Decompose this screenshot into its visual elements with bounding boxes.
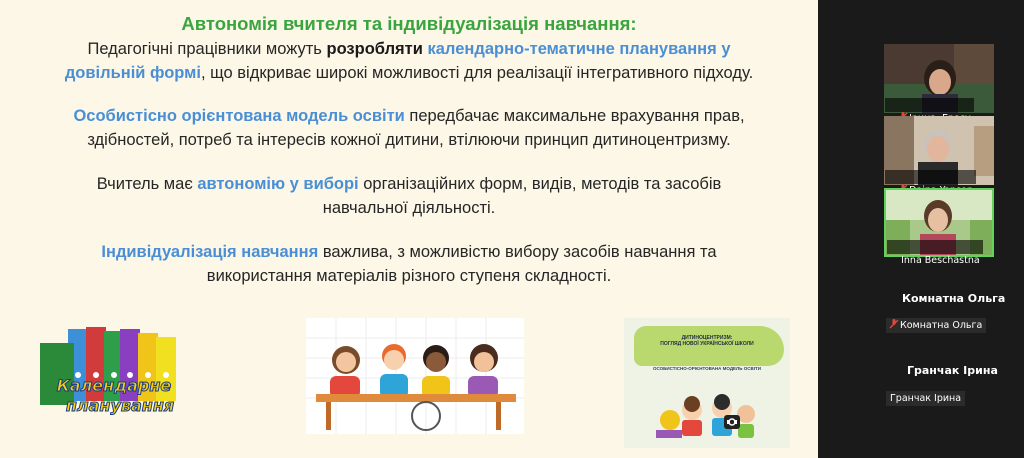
poster-heading-2: ПОГЛЯД НОВОЇ УКРАЇНСЬКОЇ ШКОЛИ	[660, 341, 754, 347]
mic-off-icon	[890, 319, 898, 329]
participant-name-chip	[886, 391, 965, 406]
participant-no-video-name[interactable]: Комнатна Ольга	[902, 292, 1006, 305]
paragraph-individualization	[0, 240, 818, 288]
poster-heading-1: ДИТИНОЦЕНТРИЗМ:	[681, 335, 733, 341]
text-bold: розробляти	[326, 40, 423, 58]
participant-tile-active[interactable]	[884, 188, 994, 266]
poster-image	[624, 318, 790, 448]
poster-heading	[632, 335, 782, 347]
slide-title: Автономія вчителя та індивідуалізація навчання:	[181, 13, 637, 34]
text: передбачає максимальне врахування прав,	[404, 107, 745, 125]
text-highlight: довільній формі	[64, 64, 201, 82]
participant-name-label	[885, 170, 976, 184]
text: використання матеріалів різного ступеня складності.	[206, 267, 612, 285]
participant-name-label	[887, 240, 983, 266]
poster-subtitle: ОСОБИСТІСНО-ОРІЄНТОВАНА МОДЕЛЬ ОСВІТИ	[653, 366, 761, 371]
text-highlight: автономію у виборі	[197, 175, 359, 193]
text: важлива, з можливістю вибору засобів навчання та	[318, 243, 717, 261]
text: Педагогічні працівники можуть	[87, 40, 327, 58]
participant-name: Inna Beschastna	[901, 255, 980, 266]
binders-image	[38, 327, 190, 423]
camera-icon	[724, 415, 740, 429]
text: організаційних форм, видів, методів та засобів	[358, 175, 722, 193]
text: , що відкриває широкі можливості для реалізації інтегративного підходу.	[200, 64, 754, 82]
text: навчальної діяльності.	[322, 199, 496, 217]
poster-kids-illustration	[652, 380, 764, 442]
participant-chip-name: Гранчак Ірина	[890, 393, 962, 404]
participant-tile[interactable]	[884, 44, 994, 113]
paragraph-planning	[0, 37, 818, 85]
participant-name-label	[885, 98, 974, 112]
participant-chip-name: Комнатна Ольга	[900, 320, 983, 331]
video-control-button[interactable]	[724, 415, 740, 429]
paragraph-autonomy	[0, 172, 818, 220]
text: здібностей, потреб та інтересів кожної дитини, втілюючи принцип дитиноцентризму.	[87, 131, 731, 149]
table	[316, 394, 516, 402]
binders-caption-1: Календарне	[56, 376, 172, 395]
paragraph-model	[0, 104, 818, 152]
text-highlight: Індивідуалізація навчання	[101, 243, 319, 261]
participant-no-video-name[interactable]: Гранчак Ірина	[907, 364, 998, 377]
text: Вчитель має	[96, 175, 198, 193]
participant-tile[interactable]	[884, 116, 994, 185]
text-highlight: Особистісно орієнтована модель освіти	[73, 107, 405, 125]
binders-caption-2: планування	[65, 396, 175, 415]
children-illustration	[306, 318, 524, 434]
text-highlight: календарно-тематичне планування у	[427, 40, 731, 58]
participant-name-chip	[886, 318, 986, 333]
